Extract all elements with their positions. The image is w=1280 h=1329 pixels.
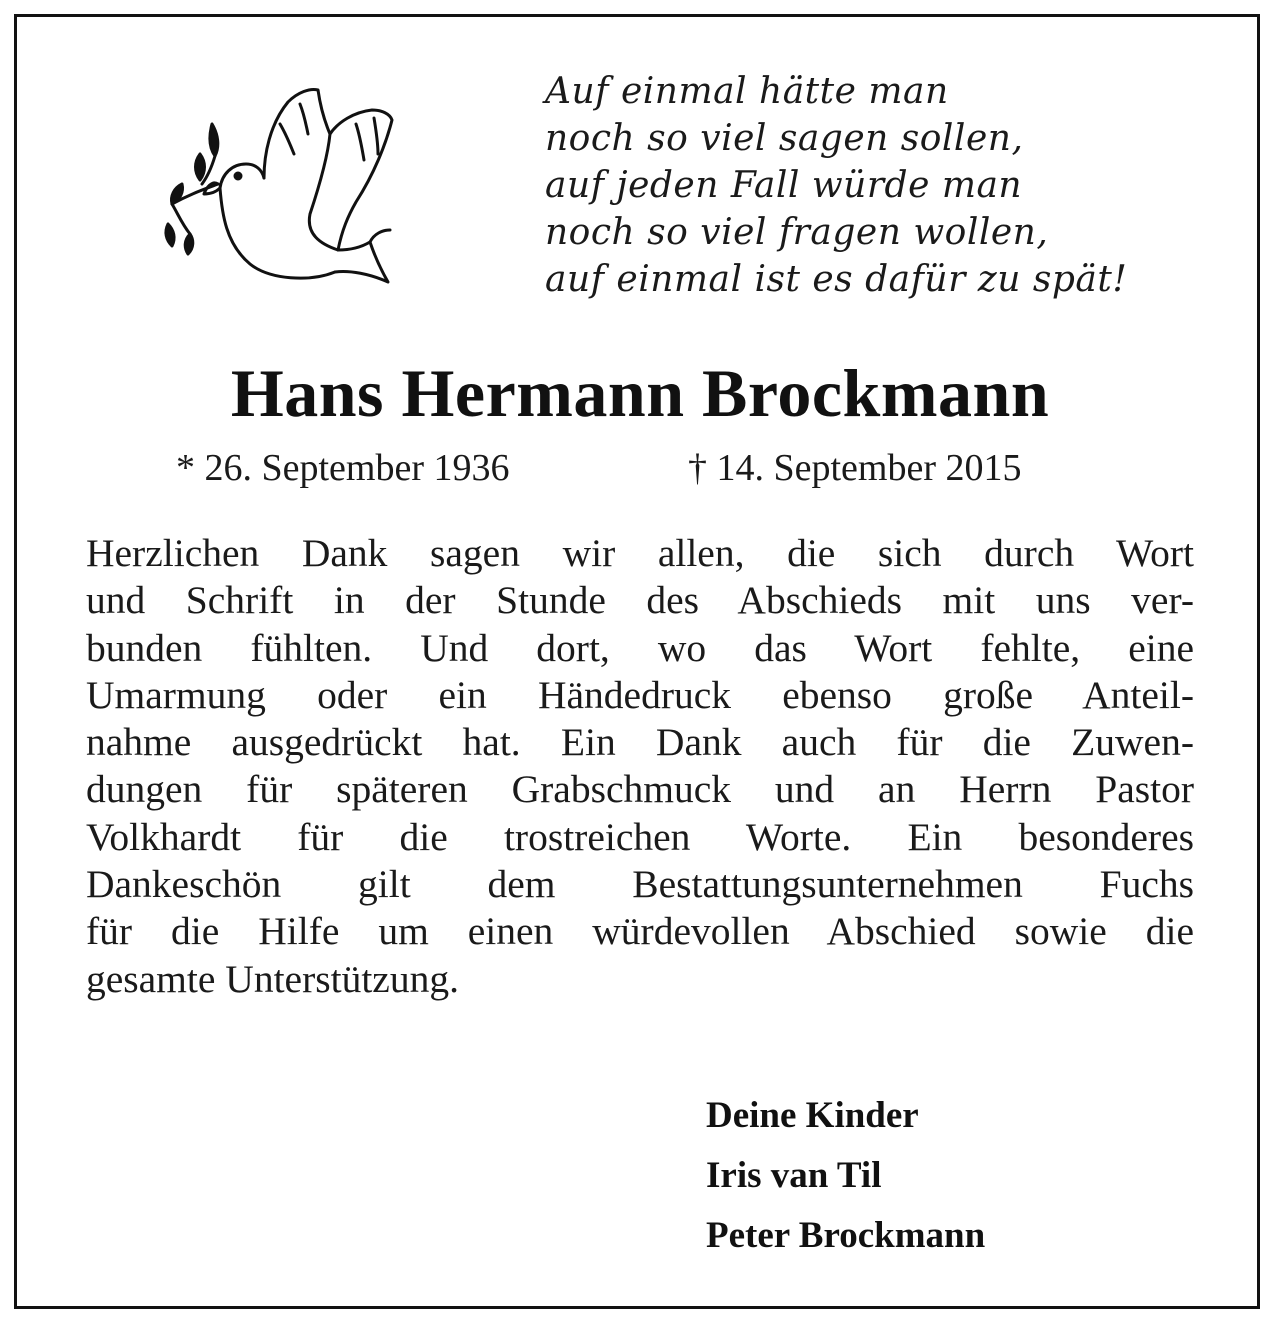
- poem-line: auf einmal ist es dafür zu spät!: [545, 259, 1128, 300]
- thank-you-message: [86, 530, 1194, 1003]
- poem-line: noch so viel fragen wollen,: [545, 212, 1049, 253]
- message-line: Volkhardt für die trostreichen Worte. Ein besonderes: [86, 814, 1194, 859]
- message-line: bunden fühlten. Und dort, wo das Wort fehlte, eine: [86, 625, 1194, 670]
- message-line: nahme ausgedrückt hat. Ein Dank auch für die Zuwen-: [86, 720, 1194, 765]
- signature-line: Peter Brockmann: [706, 1215, 986, 1256]
- message-line: und Schrift in der Stunde des Abschieds mit uns ver-: [86, 578, 1194, 623]
- poem-line: noch so viel sagen sollen,: [545, 118, 1024, 159]
- dove-with-olive-branch-icon: [160, 84, 395, 292]
- message-line: Umarmung oder ein Händedruck ebenso große Anteil-: [86, 672, 1194, 717]
- message-line: dungen für späteren Grabschmuck und an Herrn Pastor: [86, 767, 1194, 812]
- death-date: † 14. September 2015: [688, 447, 1022, 489]
- message-line: Herzlichen Dank sagen wir allen, die sich durch Wort: [86, 531, 1194, 575]
- signature-line: Iris van Til: [706, 1155, 882, 1196]
- deceased-name: Hans Hermann Brockmann: [230, 355, 1050, 431]
- poem-line: Auf einmal hätte man: [545, 71, 949, 112]
- poem-line: auf jeden Fall würde man: [545, 165, 1023, 206]
- birth-date: * 26. September 1936: [176, 447, 510, 489]
- signature-line: Deine Kinder: [706, 1095, 919, 1136]
- signatures: [706, 1086, 985, 1266]
- message-line: für die Hilfe um einen würdevollen Abschied sowie die: [86, 909, 1194, 954]
- message-line: Dankeschön gilt dem Bestattungsunternehmen Fuchs: [86, 862, 1194, 907]
- message-line: gesamte Unterstützung.: [86, 956, 459, 1001]
- poem-verse: [545, 68, 1225, 303]
